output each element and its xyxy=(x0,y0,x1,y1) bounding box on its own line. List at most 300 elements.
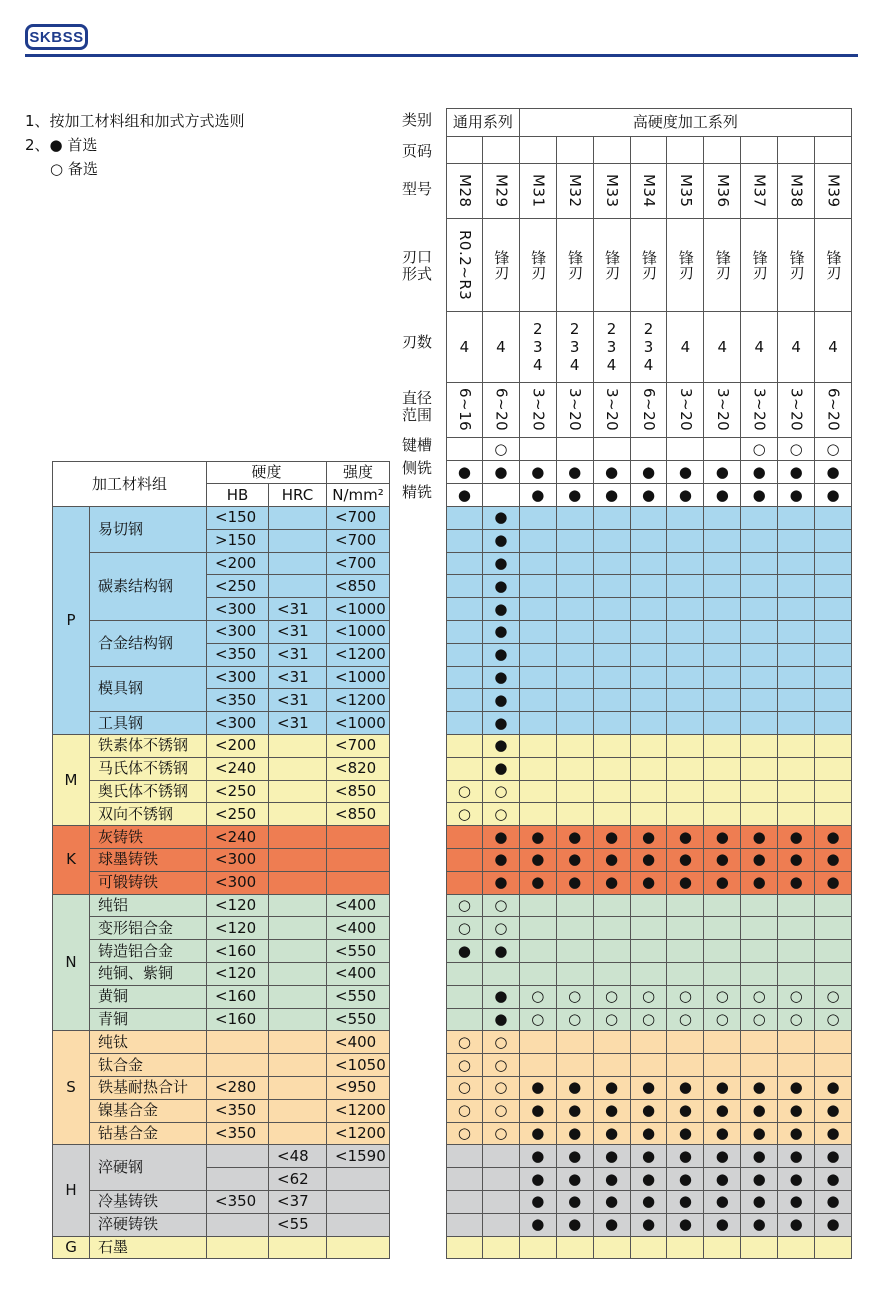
recommendation-mark xyxy=(631,598,668,621)
recommendation-mark: ● xyxy=(594,1123,631,1146)
recommendation-mark xyxy=(778,963,815,986)
recommendation-mark: ○ xyxy=(483,1100,520,1123)
recommendation-mark xyxy=(594,598,631,621)
recommendation-mark xyxy=(741,689,778,712)
recommendation-mark xyxy=(741,758,778,781)
recommendation-mark xyxy=(557,667,594,690)
hrc-value xyxy=(269,1237,327,1260)
recommendation-mark xyxy=(446,575,483,598)
hrc-value xyxy=(269,575,327,598)
model-cell xyxy=(446,164,483,219)
edge-form-cell xyxy=(520,219,557,312)
recommendation-mark xyxy=(778,1237,815,1260)
hrc-value xyxy=(269,781,327,804)
page-cell xyxy=(667,137,704,164)
recommendation-mark: ○ xyxy=(446,1123,483,1146)
recommendation-mark: ● xyxy=(631,1214,668,1237)
hb-value: <350 xyxy=(207,689,269,712)
recommendation-mark: ● xyxy=(741,872,778,895)
recommendation-mark: ● xyxy=(483,986,520,1009)
strength-value: <820 xyxy=(327,758,390,781)
strength-value: <1200 xyxy=(327,644,390,667)
recommendation-mark xyxy=(778,530,815,553)
recommendation-mark xyxy=(594,1031,631,1054)
recommendation-mark: ● xyxy=(704,1214,741,1237)
recommendation-mark xyxy=(704,758,741,781)
flute-count: 2 xyxy=(569,319,580,338)
recommendation-mark xyxy=(741,644,778,667)
recommendation-mark xyxy=(815,598,852,621)
recommendation-mark xyxy=(557,712,594,735)
recommendation-mark: ○ xyxy=(446,895,483,918)
recommendation-mark: ● xyxy=(594,1191,631,1214)
recommendation-mark xyxy=(631,689,668,712)
recommendation-mark: ○ xyxy=(667,1009,704,1032)
recommendation-mark: ● xyxy=(704,1145,741,1168)
recommendation-mark: ● xyxy=(557,1191,594,1214)
side-milling-cell: ● xyxy=(594,461,631,484)
recommendation-mark: ○ xyxy=(815,1009,852,1032)
recommendation-mark xyxy=(704,667,741,690)
material-name: 钛合金 xyxy=(90,1054,207,1077)
recommendation-mark xyxy=(483,1145,520,1168)
group-code-M: M xyxy=(52,735,90,826)
recommendation-mark: ○ xyxy=(631,986,668,1009)
recommendation-mark: ● xyxy=(483,758,520,781)
recommendation-mark xyxy=(594,758,631,781)
strength-value xyxy=(327,826,390,849)
strength-value: <850 xyxy=(327,803,390,826)
recommendation-mark xyxy=(631,963,668,986)
recommendation-mark xyxy=(778,1054,815,1077)
recommendation-mark xyxy=(557,598,594,621)
hrc-value xyxy=(269,507,327,530)
hrc-value: <31 xyxy=(269,712,327,735)
recommendation-mark: ● xyxy=(815,826,852,849)
recommendation-mark: ● xyxy=(483,689,520,712)
recommendation-mark: ● xyxy=(520,1077,557,1100)
hb-value: <300 xyxy=(207,712,269,735)
recommendation-mark: ● xyxy=(594,872,631,895)
recommendation-mark xyxy=(594,644,631,667)
material-name: 可锻铸铁 xyxy=(90,872,207,895)
recommendation-mark xyxy=(520,803,557,826)
diameter-cell xyxy=(704,383,741,438)
flutes-cell xyxy=(520,312,557,383)
recommendation-mark xyxy=(631,735,668,758)
recommendation-mark xyxy=(446,1009,483,1032)
model-cell xyxy=(483,164,520,219)
recommendation-mark: ● xyxy=(631,1145,668,1168)
recommendation-mark xyxy=(704,575,741,598)
recommendation-mark xyxy=(446,667,483,690)
hb-value xyxy=(207,1031,269,1054)
recommendation-mark xyxy=(594,917,631,940)
edge-form-cell xyxy=(631,219,668,312)
recommendation-mark: ○ xyxy=(483,781,520,804)
recommendation-mark xyxy=(483,1237,520,1260)
label-finish-milling: 精铣 xyxy=(402,483,433,501)
recommendation-mark xyxy=(594,895,631,918)
recommendation-mark xyxy=(704,598,741,621)
hb-value: <120 xyxy=(207,917,269,940)
recommendation-mark xyxy=(815,781,852,804)
recommendation-mark xyxy=(446,553,483,576)
recommendation-mark xyxy=(667,917,704,940)
recommendation-mark: ● xyxy=(778,1145,815,1168)
recommendation-mark xyxy=(704,1054,741,1077)
recommendation-mark xyxy=(446,1191,483,1214)
group-code-H: H xyxy=(52,1145,90,1236)
recommendation-mark xyxy=(667,667,704,690)
strength-value: <1590 xyxy=(327,1145,390,1168)
material-name: 冷基铸铁 xyxy=(90,1191,207,1214)
recommendation-mark xyxy=(778,667,815,690)
side-milling-cell: ● xyxy=(520,461,557,484)
recommendation-mark xyxy=(778,781,815,804)
recommendation-mark xyxy=(815,735,852,758)
recommendation-mark: ○ xyxy=(446,1031,483,1054)
recommendation-mark xyxy=(704,712,741,735)
recommendation-mark xyxy=(778,575,815,598)
recommendation-mark: ● xyxy=(815,1191,852,1214)
recommendation-mark: ● xyxy=(667,1100,704,1123)
recommendation-mark: ● xyxy=(483,553,520,576)
group-code-S: S xyxy=(52,1031,90,1145)
recommendation-mark xyxy=(704,621,741,644)
recommendation-mark xyxy=(667,895,704,918)
recommendation-mark: ○ xyxy=(741,986,778,1009)
recommendation-mark xyxy=(704,1031,741,1054)
hrc-value: <31 xyxy=(269,598,327,621)
keyway-cell xyxy=(667,438,704,461)
model-cell xyxy=(778,164,815,219)
model-label: M33 xyxy=(603,174,622,208)
recommendation-mark xyxy=(741,1031,778,1054)
recommendation-mark xyxy=(631,1054,668,1077)
recommendation-mark xyxy=(594,667,631,690)
flute-count: 2 xyxy=(643,319,654,338)
recommendation-mark xyxy=(704,530,741,553)
hb-value xyxy=(207,1214,269,1237)
hb-value: <240 xyxy=(207,826,269,849)
recommendation-mark xyxy=(667,1054,704,1077)
recommendation-mark: ● xyxy=(704,1077,741,1100)
recommendation-mark xyxy=(557,1237,594,1260)
flutes-cell xyxy=(667,312,704,383)
recommendation-mark: ● xyxy=(704,1100,741,1123)
side-milling-cell: ● xyxy=(741,461,778,484)
material-name: 铁素体不锈钢 xyxy=(90,735,207,758)
note-selection-rule: 1、按加工材料组和加式方式选则 xyxy=(25,112,245,130)
recommendation-mark: ● xyxy=(446,940,483,963)
recommendation-mark xyxy=(446,621,483,644)
recommendation-mark xyxy=(557,507,594,530)
material-name: 镍基合金 xyxy=(90,1100,207,1123)
hb-value: <300 xyxy=(207,872,269,895)
material-name: 铁基耐热合计 xyxy=(90,1077,207,1100)
hb-value: <350 xyxy=(207,644,269,667)
recommendation-mark xyxy=(778,507,815,530)
recommendation-mark: ● xyxy=(483,644,520,667)
hrc-value xyxy=(269,1031,327,1054)
model-cell xyxy=(741,164,778,219)
recommendation-mark xyxy=(594,963,631,986)
recommendation-mark xyxy=(594,621,631,644)
recommendation-mark xyxy=(815,1237,852,1260)
recommendation-mark xyxy=(741,781,778,804)
recommendation-mark xyxy=(667,735,704,758)
edge-form-value: 锋刃 xyxy=(529,250,548,280)
recommendation-mark: ● xyxy=(557,1100,594,1123)
recommendation-mark xyxy=(741,917,778,940)
flutes-cell xyxy=(483,312,520,383)
recommendation-mark xyxy=(446,735,483,758)
recommendation-mark xyxy=(520,507,557,530)
recommendation-mark: ● xyxy=(667,1191,704,1214)
strength-value: <400 xyxy=(327,1031,390,1054)
recommendation-mark xyxy=(520,553,557,576)
header-material-group: 加工材料组 xyxy=(52,461,207,507)
recommendation-mark: ● xyxy=(594,849,631,872)
recommendation-mark: ● xyxy=(741,1168,778,1191)
recommendation-mark xyxy=(741,507,778,530)
strength-value: <1200 xyxy=(327,1100,390,1123)
material-name: 双向不锈钢 xyxy=(90,803,207,826)
side-milling-cell: ● xyxy=(557,461,594,484)
strength-value: <400 xyxy=(327,895,390,918)
recommendation-mark xyxy=(557,530,594,553)
recommendation-mark: ○ xyxy=(704,1009,741,1032)
recommendation-mark: ○ xyxy=(778,986,815,1009)
flute-count: 3 xyxy=(569,337,580,356)
recommendation-mark xyxy=(778,553,815,576)
recommendation-mark: ● xyxy=(778,872,815,895)
recommendation-mark xyxy=(483,1191,520,1214)
strength-value: <700 xyxy=(327,507,390,530)
recommendation-mark xyxy=(557,940,594,963)
label-edge-form-2: 形式 xyxy=(402,265,433,283)
flutes-cell xyxy=(778,312,815,383)
recommendation-mark xyxy=(557,575,594,598)
hrc-value xyxy=(269,553,327,576)
model-label: M31 xyxy=(529,174,548,208)
recommendation-mark xyxy=(667,621,704,644)
diameter-value: 6~20 xyxy=(824,388,843,432)
recommendation-mark: ○ xyxy=(483,917,520,940)
recommendation-mark: ● xyxy=(741,1191,778,1214)
strength-value xyxy=(327,1237,390,1260)
recommendation-mark: ● xyxy=(704,1168,741,1191)
model-cell xyxy=(557,164,594,219)
recommendation-mark: ○ xyxy=(557,986,594,1009)
model-label: M29 xyxy=(492,174,511,208)
recommendation-mark xyxy=(667,712,704,735)
recommendation-mark xyxy=(704,803,741,826)
recommendation-mark xyxy=(704,644,741,667)
diameter-value: 6~20 xyxy=(639,388,658,432)
edge-form-cell xyxy=(557,219,594,312)
recommendation-mark xyxy=(520,781,557,804)
recommendation-mark: ● xyxy=(483,575,520,598)
side-milling-cell: ● xyxy=(704,461,741,484)
category-general: 通用系列 xyxy=(446,108,520,137)
diameter-value: 3~20 xyxy=(676,388,695,432)
recommendation-mark: ● xyxy=(520,1214,557,1237)
recommendation-mark: ○ xyxy=(446,803,483,826)
recommendation-mark: ● xyxy=(667,1145,704,1168)
hb-value: <120 xyxy=(207,895,269,918)
strength-value xyxy=(327,1191,390,1214)
hrc-value: <37 xyxy=(269,1191,327,1214)
recommendation-mark: ● xyxy=(594,1145,631,1168)
hb-value: <350 xyxy=(207,1123,269,1146)
recommendation-mark xyxy=(520,689,557,712)
recommendation-mark xyxy=(446,849,483,872)
edge-form-cell xyxy=(778,219,815,312)
hrc-value xyxy=(269,895,327,918)
recommendation-mark: ● xyxy=(778,1123,815,1146)
edge-form-cell xyxy=(815,219,852,312)
recommendation-mark xyxy=(667,598,704,621)
edge-form-cell xyxy=(741,219,778,312)
edge-form-value: R0.2~R3 xyxy=(455,229,474,301)
strength-value: <550 xyxy=(327,1009,390,1032)
diameter-cell xyxy=(667,383,704,438)
recommendation-mark xyxy=(446,758,483,781)
recommendation-mark xyxy=(741,895,778,918)
recommendation-mark xyxy=(594,712,631,735)
skbss-logo: SKBSS xyxy=(25,24,88,50)
hb-value: <120 xyxy=(207,963,269,986)
recommendation-mark xyxy=(594,735,631,758)
hb-value: <160 xyxy=(207,1009,269,1032)
label-category: 类别 xyxy=(402,111,433,129)
recommendation-mark xyxy=(704,735,741,758)
alt-label: 备选 xyxy=(67,160,98,178)
recommendation-mark: ● xyxy=(667,1214,704,1237)
recommendation-mark: ● xyxy=(778,849,815,872)
flutes-cell xyxy=(557,312,594,383)
recommendation-mark: ● xyxy=(594,826,631,849)
flute-count: 3 xyxy=(643,337,654,356)
model-label: M32 xyxy=(566,174,585,208)
recommendation-mark xyxy=(704,781,741,804)
recommendation-mark xyxy=(520,667,557,690)
hb-value: <150 xyxy=(207,507,269,530)
recommendation-mark: ● xyxy=(557,1214,594,1237)
recommendation-mark: ● xyxy=(520,826,557,849)
recommendation-mark xyxy=(631,781,668,804)
recommendation-mark xyxy=(815,895,852,918)
recommendation-mark xyxy=(631,621,668,644)
recommendation-mark xyxy=(446,530,483,553)
hb-value: <300 xyxy=(207,849,269,872)
hb-value xyxy=(207,1168,269,1191)
keyway-cell: ○ xyxy=(483,438,520,461)
strength-value: <950 xyxy=(327,1077,390,1100)
recommendation-mark: ● xyxy=(631,1123,668,1146)
recommendation-mark xyxy=(520,621,557,644)
recommendation-mark: ● xyxy=(483,667,520,690)
side-milling-cell: ● xyxy=(667,461,704,484)
recommendation-mark xyxy=(631,530,668,553)
diameter-cell xyxy=(446,383,483,438)
recommendation-mark: ● xyxy=(778,1168,815,1191)
diameter-cell xyxy=(815,383,852,438)
recommendation-mark xyxy=(704,689,741,712)
material-name: 淬硬铸铁 xyxy=(90,1214,207,1237)
recommendation-mark: ○ xyxy=(741,1009,778,1032)
strength-value: <550 xyxy=(327,940,390,963)
recommendation-mark xyxy=(704,507,741,530)
recommendation-mark: ● xyxy=(557,849,594,872)
recommendation-mark xyxy=(704,553,741,576)
group-code-G: G xyxy=(52,1237,90,1260)
recommendation-mark xyxy=(557,1031,594,1054)
label-side-milling: 侧铣 xyxy=(402,459,433,477)
recommendation-mark xyxy=(557,689,594,712)
group-code-N: N xyxy=(52,895,90,1032)
edge-form-cell xyxy=(704,219,741,312)
material-name: 马氏体不锈钢 xyxy=(90,758,207,781)
edge-form-value: 锋刃 xyxy=(824,250,843,280)
material-name: 合金结构钢 xyxy=(90,621,207,667)
recommendation-mark: ● xyxy=(741,1214,778,1237)
recommendation-mark xyxy=(520,940,557,963)
recommendation-mark xyxy=(446,598,483,621)
hrc-value: <31 xyxy=(269,621,327,644)
recommendation-mark xyxy=(446,507,483,530)
hrc-value xyxy=(269,849,327,872)
recommendation-mark: ● xyxy=(741,849,778,872)
recommendation-mark xyxy=(631,895,668,918)
recommendation-mark: ● xyxy=(778,1100,815,1123)
finish-milling-cell: ● xyxy=(631,484,668,507)
recommendation-mark xyxy=(520,1031,557,1054)
finish-milling-cell xyxy=(483,484,520,507)
recommendation-mark: ● xyxy=(778,826,815,849)
recommendation-mark xyxy=(778,712,815,735)
finish-milling-cell: ● xyxy=(520,484,557,507)
recommendation-mark xyxy=(594,803,631,826)
recommendation-mark: ● xyxy=(483,735,520,758)
recommendation-mark xyxy=(520,598,557,621)
recommendation-mark xyxy=(741,553,778,576)
recommendation-mark xyxy=(631,644,668,667)
recommendation-mark xyxy=(778,940,815,963)
recommendation-mark xyxy=(446,689,483,712)
recommendation-mark: ● xyxy=(483,849,520,872)
recommendation-mark xyxy=(667,553,704,576)
hrc-value xyxy=(269,872,327,895)
page-cell xyxy=(594,137,631,164)
recommendation-mark: ● xyxy=(815,1145,852,1168)
diameter-cell xyxy=(778,383,815,438)
recommendation-mark xyxy=(446,986,483,1009)
recommendation-mark xyxy=(815,621,852,644)
recommendation-mark xyxy=(446,1214,483,1237)
flute-count: 4 xyxy=(680,337,691,356)
hb-value: <160 xyxy=(207,986,269,1009)
recommendation-mark: ○ xyxy=(483,1077,520,1100)
recommendation-mark xyxy=(520,963,557,986)
recommendation-mark: ○ xyxy=(778,1009,815,1032)
recommendation-mark xyxy=(557,781,594,804)
diameter-value: 3~20 xyxy=(787,388,806,432)
edge-form-value: 锋刃 xyxy=(787,250,806,280)
keyway-cell xyxy=(631,438,668,461)
